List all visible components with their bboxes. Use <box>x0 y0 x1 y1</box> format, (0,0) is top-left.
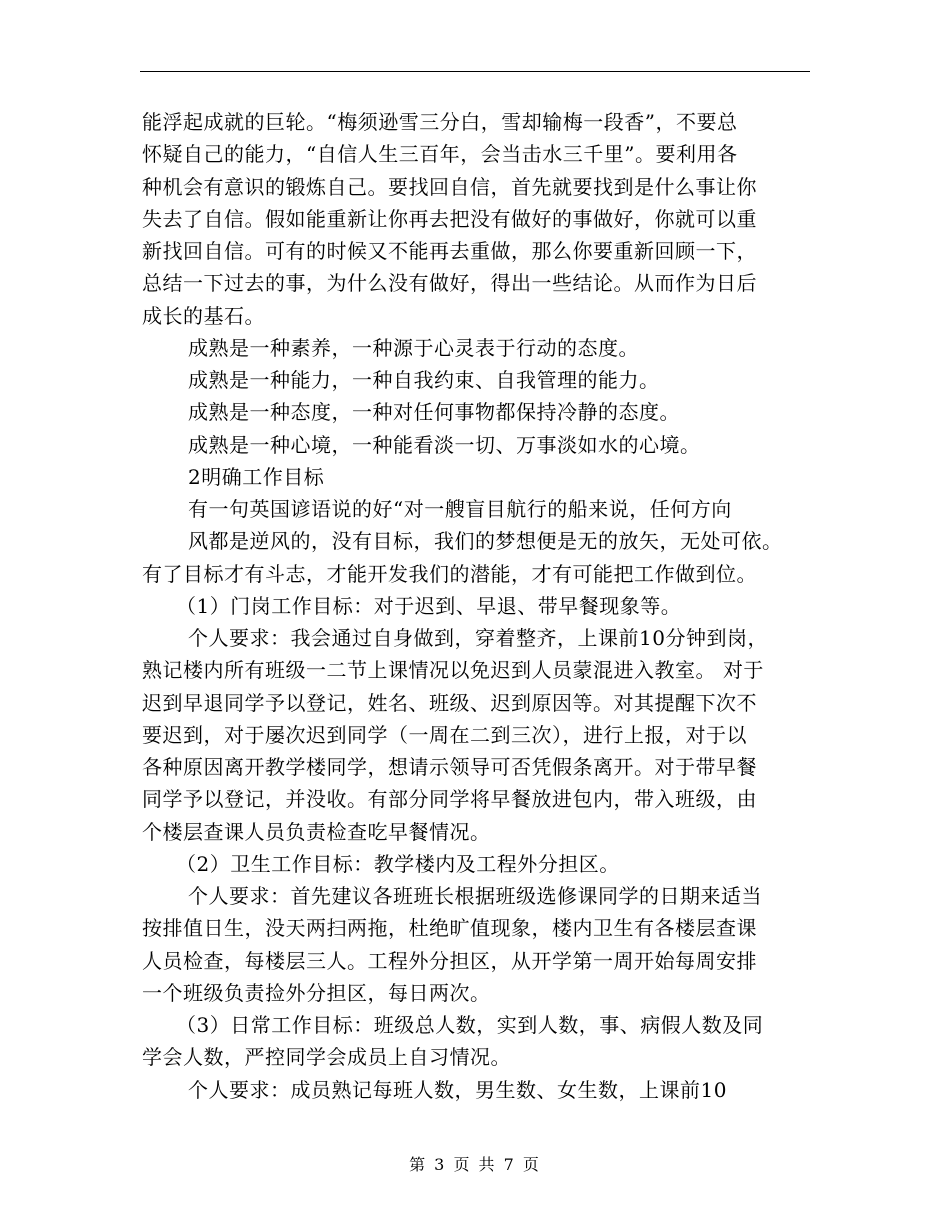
text-line: 怀疑自己的能力，“自信人生三百年，会当击水三千里”。要利用各 <box>142 142 738 167</box>
text-line: 学会人数，严控同学会成员上自习情况。 <box>142 1045 511 1070</box>
text-line: 有了目标才有斗志，才能开发我们的潜能，才有可能把工作做到位。 <box>142 561 757 586</box>
text-line: （2）卫生工作目标：教学楼内及工程外分担区。 <box>176 851 620 876</box>
text-line: 按排值日生，没天两扫两拖，杜绝旷值现象，楼内卫生有各楼层查课 <box>142 916 757 941</box>
header-rule <box>140 71 810 72</box>
text-line: 有一句英国谚语说的好“对一艘盲目航行的船来说，任何方向 <box>188 497 732 521</box>
text-line: （1）门岗工作目标：对于迟到、早退、带早餐现象等。 <box>176 593 682 618</box>
text-line: 同学予以登记，并没收。有部分同学将早餐放进包内，带入班级，由 <box>142 787 757 812</box>
text-line: 一个班级负责捡外分担区，每日两次。 <box>142 980 491 1005</box>
text-line: （3）日常工作目标：班级总人数，实到人数，事、病假人数及同 <box>176 1013 764 1037</box>
text-line: 个人要求：成员熟记每班人数，男生数、女生数，上课前10 <box>188 1077 727 1102</box>
text-line: 2明确工作目标 <box>188 464 325 489</box>
text-line: 成熟是一种能力，一种自我约束、自我管理的能力。 <box>188 368 660 392</box>
text-line: 熟记楼内所有班级一二节上课情况以免迟到人员蒙混进入教室。 对于 <box>142 658 764 683</box>
text-line: 成长的基石。 <box>142 303 265 328</box>
text-line: 个人要求：首先建议各班班长根据班级选修课同学的日期来适当 <box>188 884 762 908</box>
text-line: 迟到早退同学予以登记，姓名、班级、迟到原因等。对其提醒下次不 <box>142 690 757 715</box>
text-line: 人员检查，每楼层三人。工程外分担区，从开学第一周开始每周安排 <box>142 948 757 973</box>
text-line: 总结一下过去的事，为什么没有做好，得出一些结论。从而作为日后 <box>142 271 757 296</box>
text-line: 风都是逆风的，没有目标，我们的梦想便是无的放矢，无处可依。 <box>188 529 783 554</box>
text-line: 新找回自信。可有的时候又不能再去重做，那么你要重新回顾一下， <box>142 239 757 263</box>
text-line: 能浮起成就的巨轮。“梅须逊雪三分白，雪却输梅一段香”，不要总 <box>142 110 738 134</box>
text-line: 失去了自信。假如能重新让你再去把没有做好的事做好，你就可以重 <box>142 206 757 231</box>
page-footer: 第 3 页 共 7 页 <box>409 1155 541 1174</box>
text-line: 要迟到，对于屡次迟到同学（一周在二到三次），进行上报，对于以 <box>142 722 747 747</box>
text-line: 个楼层查课人员负责检查吃早餐情况。 <box>142 819 491 844</box>
text-line: 个人要求：我会通过自身做到，穿着整齐，上课前10分钟到岗， <box>188 626 768 650</box>
text-line: 成熟是一种态度，一种对任何事物都保持冷静的态度。 <box>188 400 680 425</box>
text-line: 种机会有意识的锻炼自己。要找回自信，首先就要找到是什么事让你 <box>142 174 757 199</box>
text-line: 成熟是一种素养，一种源于心灵表于行动的态度。 <box>188 335 639 360</box>
text-line: 各种原因离开教学楼同学，想请示领导可否凭假条离开。对于带早餐 <box>142 755 757 779</box>
text-line: 成熟是一种心境，一种能看淡一切、万事淡如水的心境。 <box>188 432 701 457</box>
body-text <box>142 106 812 1106</box>
